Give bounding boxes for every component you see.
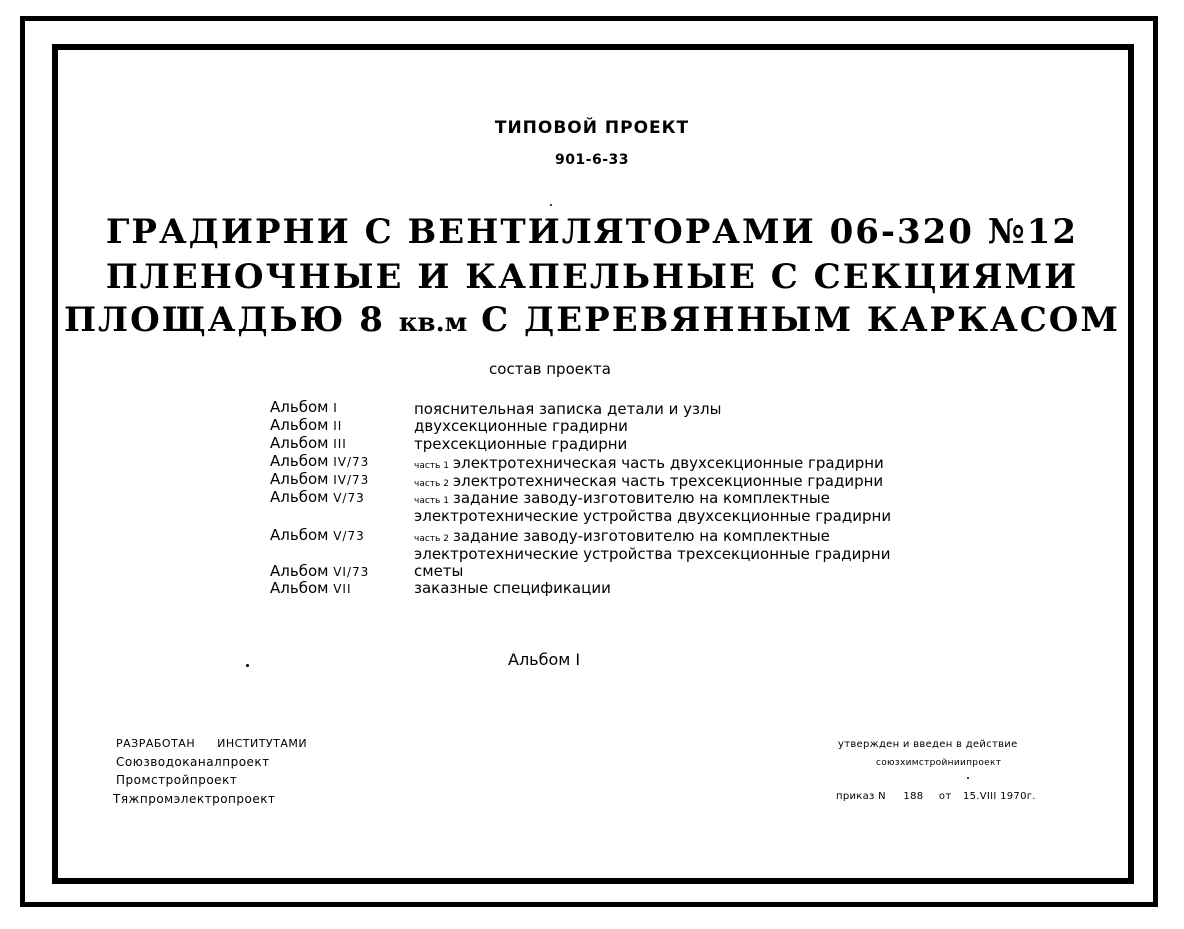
- album-desc: часть 1 задание заводу-изготовителю на комплектные: [414, 489, 830, 507]
- album-desc: заказные спецификации: [414, 579, 611, 597]
- album-desc-cont: электротехнические устройства трехсекционные градирни: [414, 545, 891, 563]
- album-desc: часть 1 электротехническая часть двухсекционные градирни: [414, 454, 884, 472]
- approval-text: утвержден и введен в действие: [838, 739, 1018, 750]
- title-line-3: [0, 300, 1184, 340]
- album-label: Альбом II: [270, 416, 343, 434]
- developer-org: Тяжпромэлектропроект: [113, 792, 276, 806]
- speck: [550, 204, 552, 206]
- title-line-2: ПЛЕНОЧНЫЕ И КАПЕЛЬНЫЕ С СЕКЦИЯМИ: [105, 257, 1079, 297]
- album-label: Альбом V/73: [270, 488, 365, 506]
- album-desc: двухсекционные градирни: [414, 417, 628, 435]
- speck: [967, 777, 969, 779]
- album-label: Альбом III: [270, 434, 347, 452]
- approval-org: союзхимстройниипроект: [876, 758, 1002, 768]
- current-album: Альбом I: [508, 650, 581, 669]
- title-line-1: ГРАДИРНИ С ВЕНТИЛЯТОРАМИ 06-320 №12: [105, 212, 1079, 252]
- album-desc: сметы: [414, 562, 464, 580]
- title-line-3-b: кв.м: [398, 308, 468, 338]
- title-line-3-c: С ДЕРЕВЯННЫМ КАРКАСОМ: [481, 300, 1121, 340]
- album-label: Альбом IV/73: [270, 452, 370, 470]
- album-label: Альбом I: [270, 398, 338, 416]
- album-desc: часть 2 задание заводу-изготовителю на комплектные: [414, 527, 830, 545]
- album-desc: часть 2 электротехническая часть трехсекционные градирни: [414, 472, 884, 490]
- speck: [246, 664, 249, 667]
- album-label: Альбом VII: [270, 579, 352, 597]
- album-desc: трехсекционные градирни: [414, 435, 628, 453]
- album-label: Альбом V/73: [270, 526, 365, 544]
- album-label: Альбом VI/73: [270, 562, 370, 580]
- title-line-3-a: ПЛОЩАДЬЮ 8: [63, 300, 385, 340]
- project-type: ТИПОВОЙ ПРОЕКТ: [494, 118, 690, 138]
- developers-heading: РАЗРАБОТАН ИНСТИТУТАМИ: [116, 737, 308, 750]
- album-desc: пояснительная записка детали и узлы: [414, 400, 722, 418]
- album-desc-cont: электротехнические устройства двухсекционные градирни: [414, 507, 892, 525]
- developer-org: Союзводоканалпроект: [116, 755, 270, 769]
- approval-order: приказ N 188 от 15.VIII 1970г.: [836, 791, 1036, 802]
- album-label: Альбом IV/73: [270, 470, 370, 488]
- developer-org: Промстройпроект: [116, 773, 238, 787]
- composition-heading: состав проекта: [489, 360, 611, 378]
- project-number: 901-6-33: [554, 152, 630, 168]
